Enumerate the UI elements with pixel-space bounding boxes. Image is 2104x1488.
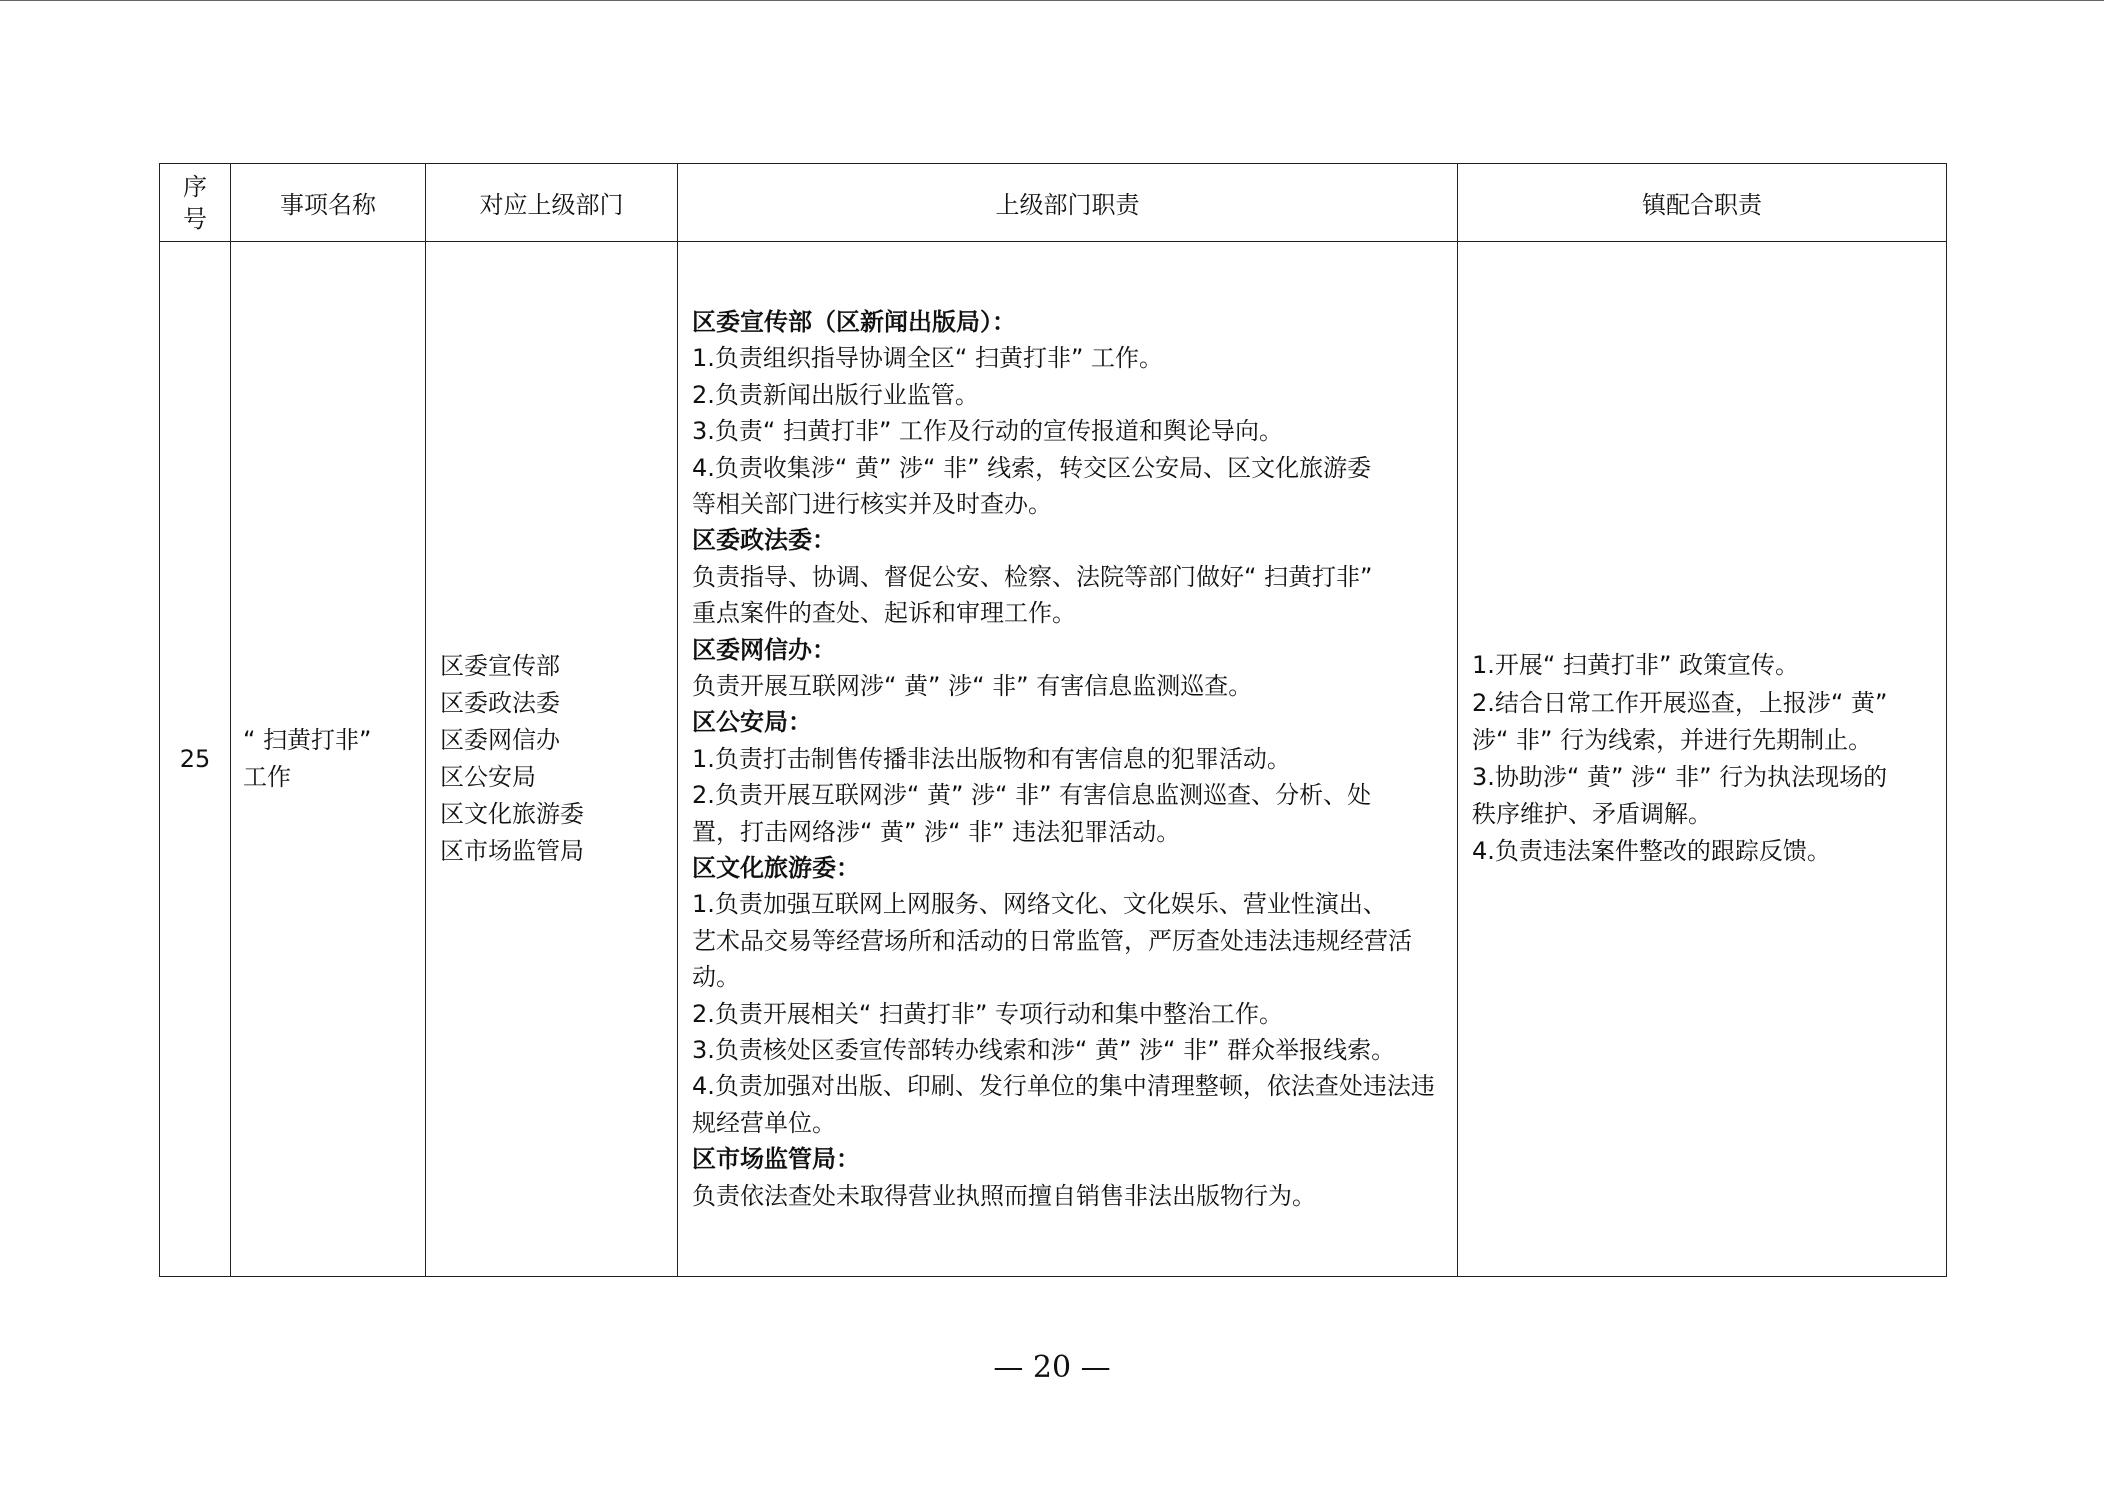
- duty-line: 2.负责开展相关“ 扫黄打非” 专项行动和集中整治工作。: [692, 999, 1284, 1028]
- duty-line: 3.负责“ 扫黄打非” 工作及行动的宣传报道和舆论导向。: [692, 417, 1284, 446]
- department-item: 区委网信办: [440, 726, 560, 754]
- duty-line: 等相关部门进行核实并及时查办。: [692, 489, 1052, 518]
- duty-line: 4.负责收集涉“ 黄” 涉“ 非” 线索，转交区公安局、区文化旅游委: [692, 453, 1372, 482]
- item-name-header: 事项名称: [231, 164, 426, 242]
- duty-line: 重点案件的查处、起诉和审理工作。: [692, 599, 1076, 628]
- town-duty-line: 3.协助涉“ 黄” 涉“ 非” 行为执法现场的: [1472, 763, 1888, 791]
- department-cell: [426, 242, 678, 1277]
- town-duty-line: 1.开展“ 扫黄打非” 政策宣传。: [1472, 651, 1800, 680]
- serial-header-line2: 号: [183, 204, 207, 233]
- serial-header-line1: 序: [183, 172, 207, 201]
- table-row: [160, 242, 1947, 1277]
- department-item: 区文化旅游委: [440, 800, 584, 828]
- town-duty-line: 2.结合日常工作开展巡查，上报涉“ 黄”: [1472, 688, 1888, 717]
- duty-line: 负责开展互联网涉“ 黄” 涉“ 非” 有害信息监测巡查。: [692, 671, 1253, 700]
- page-top-border: [0, 0, 2104, 1]
- duty-line: 2.负责开展互联网涉“ 黄” 涉“ 非” 有害信息监测巡查、分析、处: [692, 781, 1372, 810]
- item-name-line: 工作: [243, 763, 291, 791]
- department-item: 区委政法委: [440, 689, 560, 717]
- duties-table: [159, 163, 1947, 1277]
- duty-line: 动。: [692, 963, 740, 992]
- serial-cell: 25: [160, 242, 231, 1277]
- duty-line: 负责依法查处未取得营业执照而擅自销售非法出版物行为。: [692, 1181, 1316, 1210]
- town-duties-cell: [1458, 242, 1947, 1277]
- duty-block-title: 区委网信办：: [692, 635, 836, 664]
- item-name-cell: [231, 242, 426, 1277]
- town-duty-line: 涉“ 非” 行为线索，并进行先期制止。: [1472, 725, 1873, 754]
- duty-line: 1.负责加强互联网上网服务、网络文化、文化娱乐、营业性演出、: [692, 890, 1387, 919]
- duty-line: 1.负责组织指导协调全区“ 扫黄打非” 工作。: [692, 344, 1164, 373]
- duty-block-title: 区文化旅游委：: [692, 854, 860, 883]
- department-header: 对应上级部门: [426, 164, 678, 242]
- duty-block-title: 区市场监管局：: [692, 1145, 860, 1174]
- town-duty-line: 4.负责违法案件整改的跟踪反馈。: [1472, 837, 1831, 866]
- duty-line: 置，打击网络涉“ 黄” 涉“ 非” 违法犯罪活动。: [692, 817, 1181, 846]
- duty-block-title: 区公安局：: [692, 708, 812, 737]
- dept-duties-header: 上级部门职责: [678, 164, 1458, 242]
- duty-line: 规经营单位。: [692, 1108, 836, 1137]
- duty-line: 艺术品交易等经营场所和活动的日常监管，严厉查处违法违规经营活: [692, 926, 1412, 955]
- department-item: 区公安局: [440, 763, 536, 791]
- duty-line: 4.负责加强对出版、印刷、发行单位的集中清理整顿，依法查处违法违: [692, 1072, 1435, 1101]
- serial-header: [160, 164, 231, 242]
- department-item: 区市场监管局: [440, 837, 584, 865]
- duty-block-title: 区委宣传部（区新闻出版局）：: [692, 307, 1016, 336]
- town-duty-line: 秩序维护、矛盾调解。: [1472, 800, 1712, 829]
- duty-line: 1.负责打击制售传播非法出版物和有害信息的犯罪活动。: [692, 744, 1291, 773]
- page-number: — 20 —: [993, 1350, 1111, 1385]
- department-item: 区委宣传部: [440, 652, 560, 680]
- header-row: [160, 164, 1947, 242]
- duty-block-title: 区委政法委：: [692, 526, 836, 555]
- duty-line: 负责指导、协调、督促公安、检察、法院等部门做好“ 扫黄打非”: [692, 562, 1373, 591]
- item-name-line: “ 扫黄打非”: [243, 726, 372, 754]
- duty-line: 3.负责核处区委宣传部转办线索和涉“ 黄” 涉“ 非” 群众举报线索。: [692, 1036, 1396, 1065]
- dept-duties-cell: [678, 242, 1458, 1277]
- duty-line: 2.负责新闻出版行业监管。: [692, 380, 979, 409]
- town-duties-header: 镇配合职责: [1458, 164, 1947, 242]
